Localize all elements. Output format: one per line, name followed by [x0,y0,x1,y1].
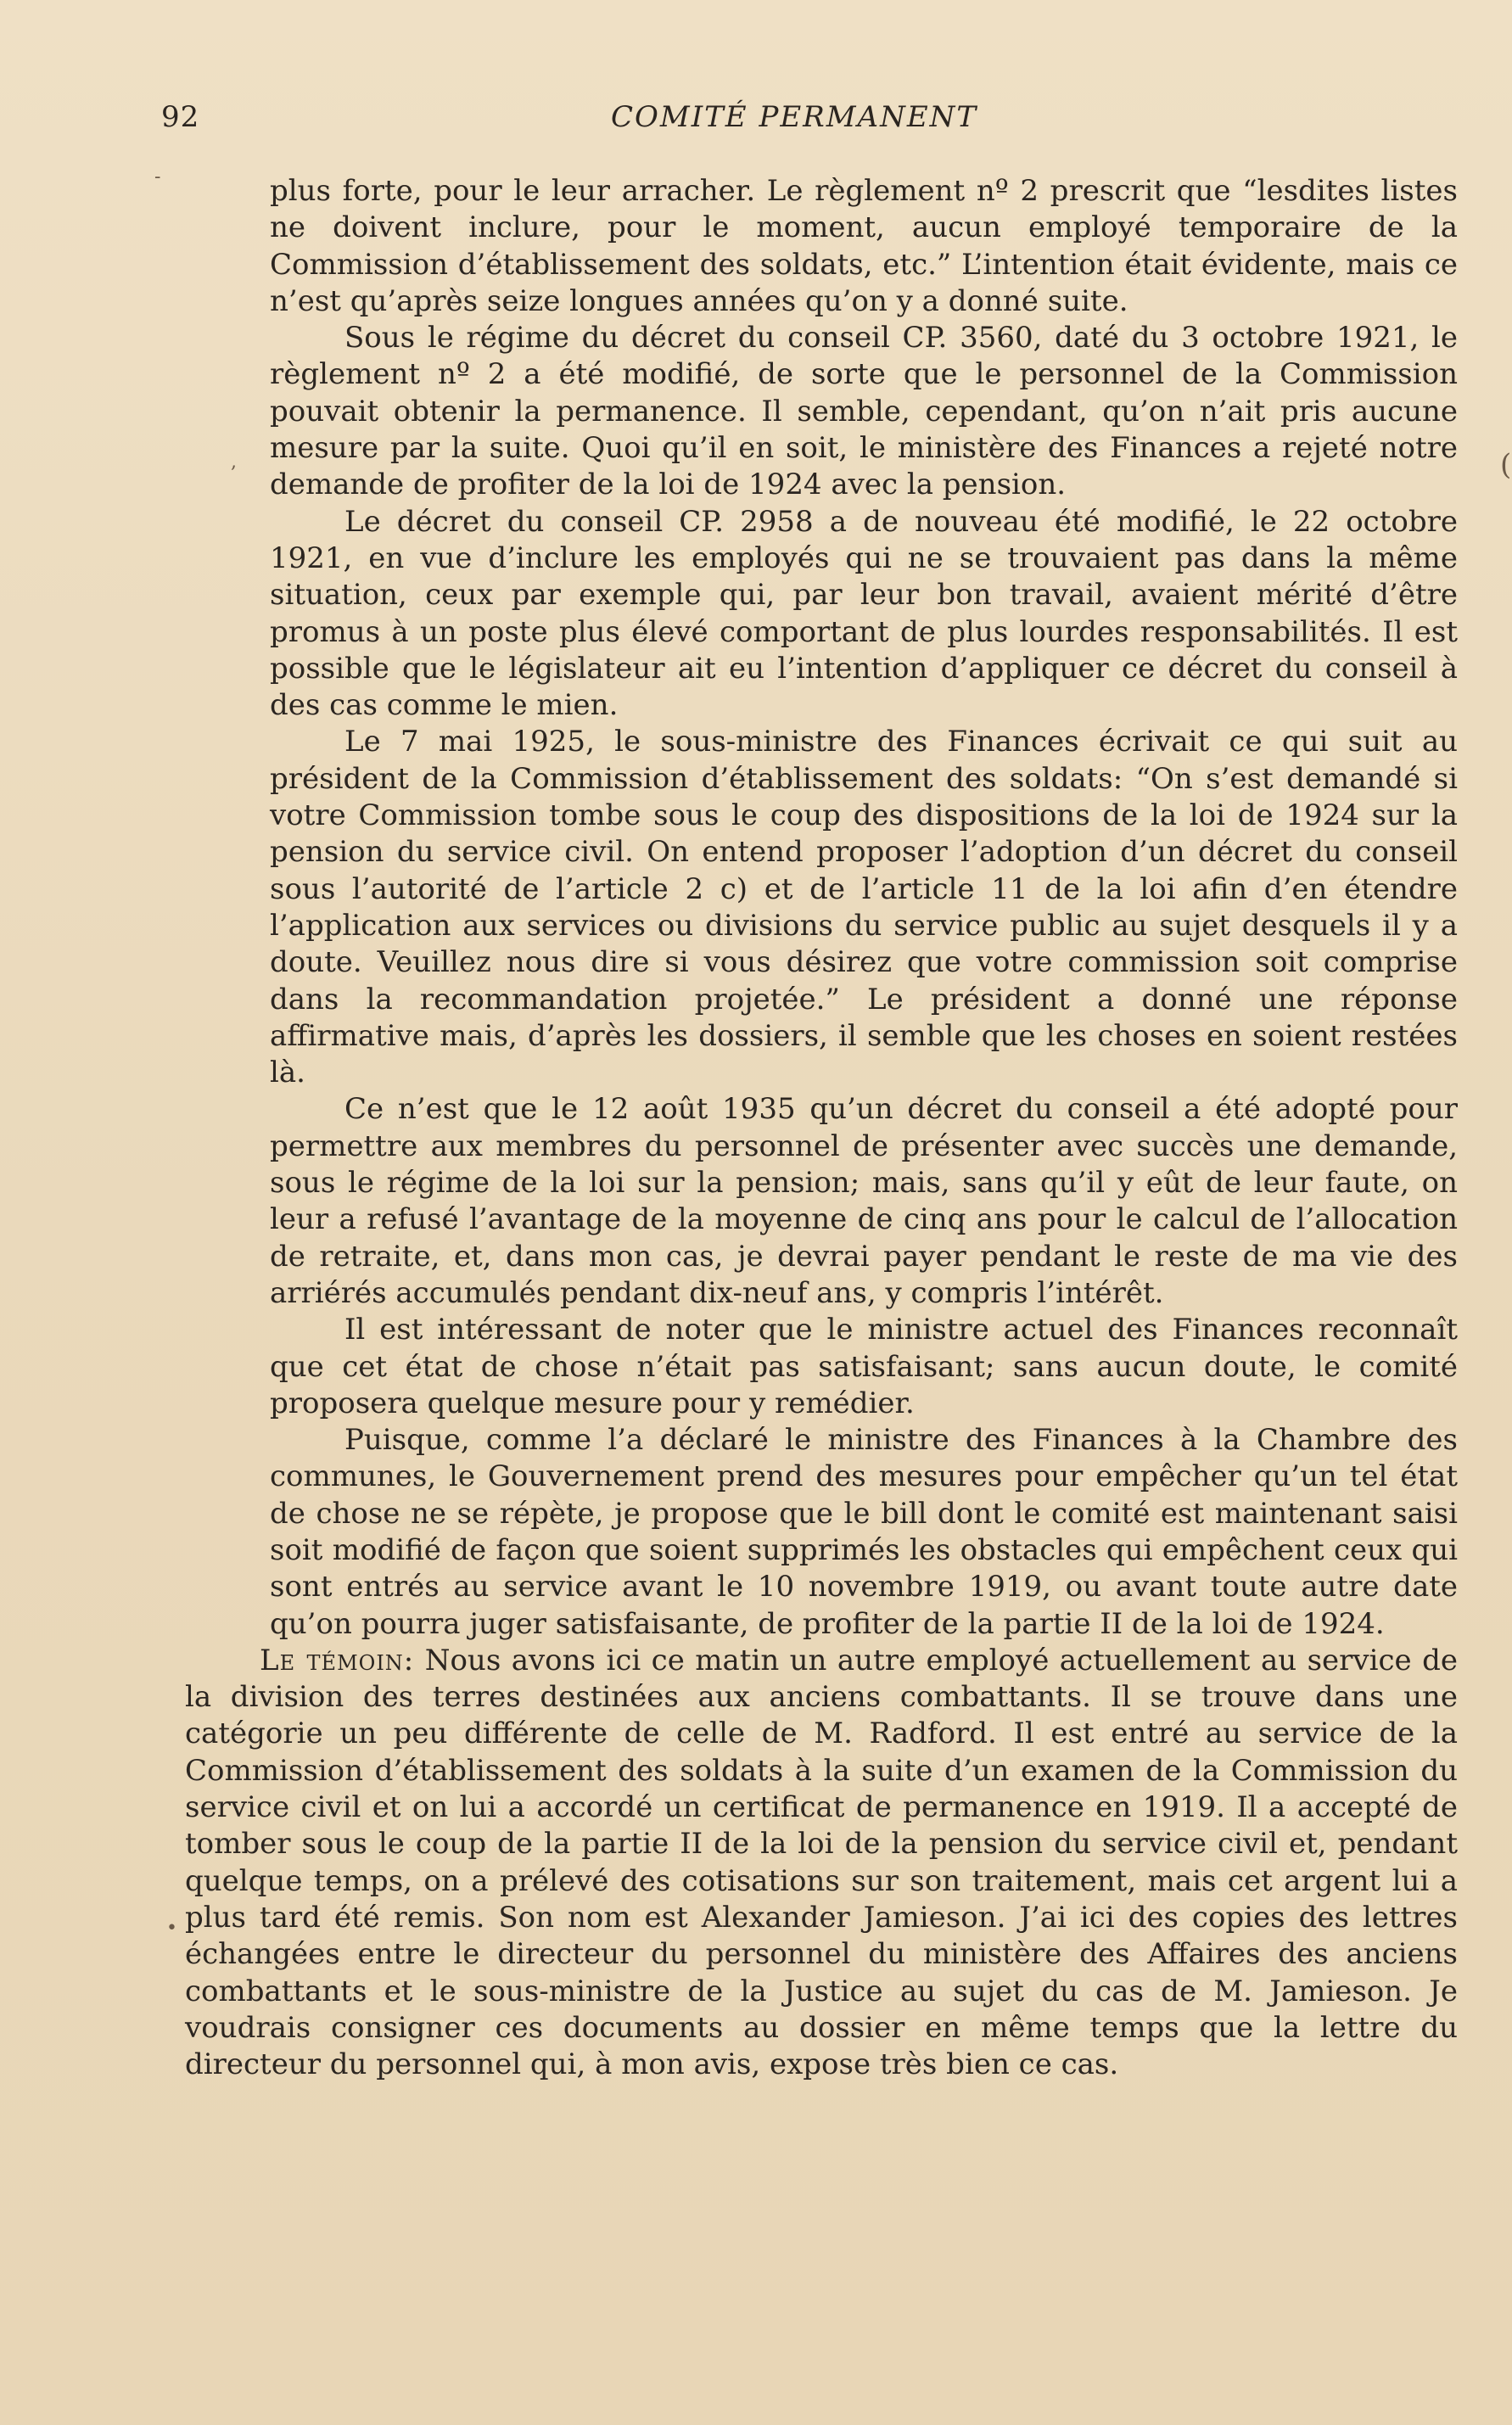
page-header [161,100,1468,151]
paragraph-2: Sous le régime du décret du conseil CP. 3560, daté du 3 octobre 1921, le règlement nº 2 a été modifié, de sorte que le personnel de la Commission pouvait obtenir la permanence. Il semble, cependant, qu’on n’ait pris aucune mesure par la suite. Quoi qu’il en soit, le ministère des Finances a rejeté notre demande de profiter de la loi de 1924 avec la pension. [270,321,1458,502]
margin-edge-mark: ( [1500,448,1512,482]
witness-speaker: Le témoin: [260,1643,415,1677]
paragraph-4: Le 7 mai 1925, le sous-ministre des Finances écrivait ce qui suit au président de la Commission d’établissement des soldats: “On s’est demandé si votre Commission tombe sous le coup des dispositions de la loi de 1924 sur la pension du service civil. On entend proposer l’adoption d’un décret du conseil sous l’autorité de l’article 2 c) et de l’article 11 de la loi afin d’en étendre l’application aux services ou divisions du service public au sujet desquels il y a doute. Veuillez nous dire si vous désirez que votre commission soit comprise dans la recommandation projetée.” Le président a donné une réponse affirmative mais, d’après les dossiers, il semble que les choses en soient restées là. [270,725,1458,1090]
page-number: 92 [161,100,200,134]
witness-paragraph [185,1643,1458,2084]
running-title: COMITÉ PERMANENT [611,100,978,134]
paragraph-7: Puisque, comme l’a déclaré le ministre des Finances à la Chambre des communes, le Gouvernement prend des mesures pour empêcher qu’un tel état de chose ne se répète, je propose que le bill dont le comité est maintenant saisi soit modifié de façon que soient supprimés les obstacles qui empêchent ceux qui sont entrés au service avant le 10 novembre 1919, ou avant toute autre date qu’on pourra juger satisfaisante, de profiter de la partie II de la loi de 1924. [270,1423,1458,1641]
witness-text: Nous avons ici ce matin un autre employé actuellement au service de la division des terres destinées aux anciens combattants. Il se trouve dans une catégorie un peu différente de celle de M. Radford. Il est entré au service de la Commission d’établissement des soldats à la suite d’un examen de la Commission du service civil et on lui a accordé un certificat de permanence en 1919. Il a accepté de tomber sous le coup de la partie II de la loi de la pension du service civil et, pendant quelque temps, on a prélevé des cotisations sur son traitement, mais cet argent lui a plus tard été remis. Son nom est Alexander Jamieson. J’ai ici des copies des lettres échangées entre le directeur du personnel du ministère des Affaires des anciens combattants et le sous-ministre de la Justice au sujet du cas de M. Jamieson. Je voudrais consigner ces documents au dossier en même temps que la lettre du directeur du personnel qui, à mon avis, expose très bien ce cas. [185,1643,1458,2082]
margin-tick-mark: , [231,451,237,473]
body-text [185,173,1458,2083]
margin-dash-mark: - [154,166,161,188]
margin-dot-mark: • [166,1918,177,1939]
paragraph-6: Il est intéressant de noter que le ministre actuel des Finances reconnaît que cet état de chose n’était pas satisfaisant; sans aucun doute, le comité proposera quelque mesure pour y remédier. [270,1313,1458,1420]
paragraph-5: Ce n’est que le 12 août 1935 qu’un décret du conseil a été adopté pour permettre aux membres du personnel de présenter avec succès une demande, sous le régime de la loi sur la pension; mais, sans qu’il y eût de leur faute, on leur a refusé l’avantage de la moyenne de cinq ans pour le calcul de l’allocation de retraite, et, dans mon cas, je devrai payer pendant le reste de ma vie des arriérés accumulés pendant dix-neuf ans, y compris l’intérêt. [270,1092,1458,1310]
paragraph-1: plus forte, pour le leur arracher. Le règlement nº 2 prescrit que “lesdites listes ne doivent inclure, pour le moment, aucun employé temporaire de la Commission d’établissement des soldats, etc.” L’intention était évidente, mais ce n’est qu’après seize longues années qu’on y a donné suite. [270,174,1458,318]
paragraph-3: Le décret du conseil CP. 2958 a de nouveau été modifié, le 22 octobre 1921, en vue d’inclure les employés qui ne se trouvaient pas dans la même situation, ceux par exemple qui, par leur bon travail, avaient mérité d’être promus à un poste plus élevé comportant de plus lourdes responsabilités. Il est possible que le législateur ait eu l’intention d’appliquer ce décret du conseil à des cas comme le mien. [270,504,1458,723]
